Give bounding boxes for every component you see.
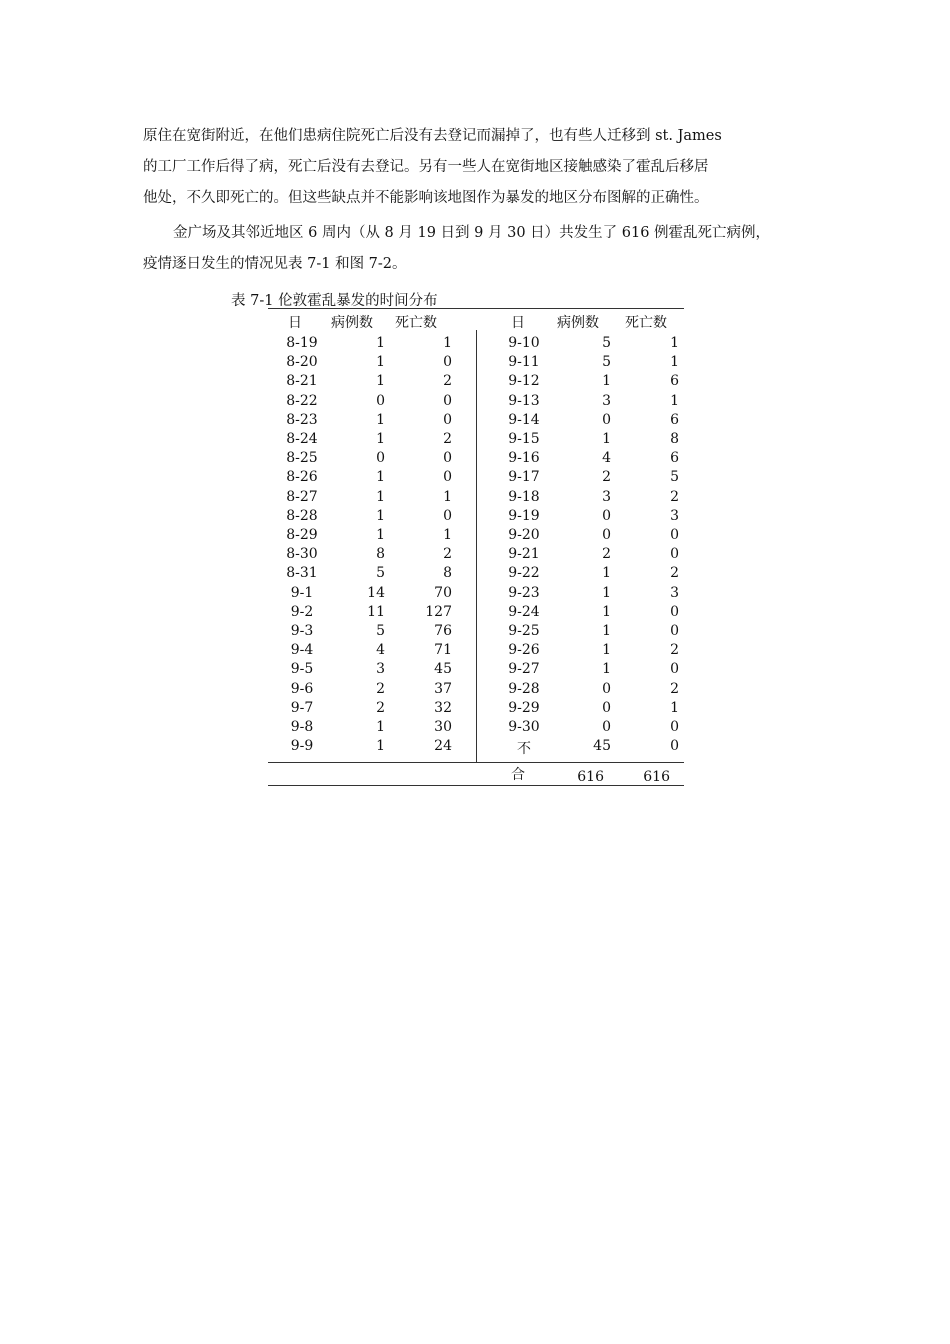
body-paragraph-2 bbox=[143, 218, 823, 280]
table-cell-deaths: 3 bbox=[670, 585, 679, 601]
cholera-table bbox=[268, 308, 684, 786]
table-cell-date: 8-24 bbox=[286, 431, 318, 447]
table-cell-deaths: 6 bbox=[670, 373, 679, 389]
table-cell-deaths: 45 bbox=[434, 661, 452, 677]
table-column-divider bbox=[476, 330, 477, 762]
table-cell-date: 9-13 bbox=[508, 393, 540, 409]
table-cell-deaths: 6 bbox=[670, 450, 679, 466]
total-deaths: 616 bbox=[643, 769, 670, 785]
table-cell-deaths: 0 bbox=[670, 661, 679, 677]
table-cell-deaths: 2 bbox=[670, 489, 679, 505]
table-cell-deaths: 0 bbox=[443, 450, 452, 466]
table-cell-date: 9-7 bbox=[290, 700, 314, 716]
table-cell-cases: 0 bbox=[602, 719, 611, 735]
table-cell-date: 9-5 bbox=[290, 661, 314, 677]
table-cell-cases: 1 bbox=[376, 719, 385, 735]
text-line: 原住在宽街附近，在他们患病住院死亡后没有去登记而漏掉了，也有些人迁移到 st. James bbox=[143, 128, 722, 144]
table-cell-deaths: 1 bbox=[443, 335, 452, 351]
table-cell-deaths: 2 bbox=[670, 642, 679, 658]
table-cell-deaths: 30 bbox=[434, 719, 452, 735]
table-cell-cases: 4 bbox=[602, 450, 611, 466]
table-cell-date: 9-29 bbox=[508, 700, 540, 716]
table-cell-date: 9-9 bbox=[290, 738, 314, 754]
table-cell-cases: 1 bbox=[602, 585, 611, 601]
table-cell-date: 不 bbox=[517, 741, 531, 757]
table-cell-deaths: 2 bbox=[670, 565, 679, 581]
header-deaths-left: 死亡数 bbox=[395, 315, 437, 331]
table-cell-cases: 2 bbox=[602, 469, 611, 485]
table-cell-cases: 4 bbox=[376, 642, 385, 658]
table-cell-deaths: 2 bbox=[443, 546, 452, 562]
table-cell-deaths: 0 bbox=[670, 623, 679, 639]
table-cell-cases: 2 bbox=[376, 681, 385, 697]
table-cell-date: 9-21 bbox=[508, 546, 540, 562]
table-cell-cases: 11 bbox=[367, 604, 385, 620]
table-cell-cases: 1 bbox=[602, 623, 611, 639]
table-cell-deaths: 1 bbox=[670, 335, 679, 351]
total-cases: 616 bbox=[577, 769, 604, 785]
text-line: 疫情逐日发生的情况见表 7-1 和图 7-2。 bbox=[143, 256, 407, 272]
table-cell-deaths: 8 bbox=[443, 565, 452, 581]
table-cell-deaths: 0 bbox=[670, 527, 679, 543]
table-cell-deaths: 0 bbox=[670, 546, 679, 562]
table-cell-cases: 5 bbox=[376, 565, 385, 581]
table-cell-date: 8-20 bbox=[286, 354, 318, 370]
table-cell-date: 9-25 bbox=[508, 623, 540, 639]
table-cell-deaths: 2 bbox=[443, 431, 452, 447]
table-cell-cases: 1 bbox=[602, 373, 611, 389]
table-cell-date: 9-1 bbox=[290, 585, 314, 601]
text-line: 的工厂工作后得了病，死亡后没有去登记。另有一些人在宽街地区接触感染了霍乱后移居 bbox=[143, 159, 709, 175]
table-cell-date: 8-21 bbox=[286, 373, 318, 389]
table-cell-deaths: 32 bbox=[434, 700, 452, 716]
table-cell-cases: 1 bbox=[376, 412, 385, 428]
table-cell-date: 9-12 bbox=[508, 373, 540, 389]
header-deaths-right: 死亡数 bbox=[625, 315, 667, 331]
table-cell-date: 9-4 bbox=[290, 642, 314, 658]
table-cell-date: 9-17 bbox=[508, 469, 540, 485]
table-cell-cases: 3 bbox=[602, 393, 611, 409]
table-cell-deaths: 1 bbox=[443, 489, 452, 505]
table-cell-deaths: 1 bbox=[670, 700, 679, 716]
table-cell-cases: 0 bbox=[602, 412, 611, 428]
table-cell-date: 9-8 bbox=[290, 719, 314, 735]
table-cell-deaths: 0 bbox=[443, 508, 452, 524]
table-cell-cases: 0 bbox=[602, 508, 611, 524]
table-cell-cases: 1 bbox=[376, 527, 385, 543]
table-cell-cases: 1 bbox=[602, 604, 611, 620]
table-cell-cases: 0 bbox=[602, 527, 611, 543]
table-cell-date: 9-16 bbox=[508, 450, 540, 466]
table-cell-cases: 0 bbox=[376, 450, 385, 466]
table-cell-date: 8-25 bbox=[286, 450, 318, 466]
table-cell-date: 8-19 bbox=[286, 335, 318, 351]
table-cell-date: 9-19 bbox=[508, 508, 540, 524]
table-cell-deaths: 8 bbox=[670, 431, 679, 447]
table-cell-deaths: 0 bbox=[443, 469, 452, 485]
table-cell-date: 8-30 bbox=[286, 546, 318, 562]
text-line: 他处，不久即死亡的。但这些缺点并不能影响该地图作为暴发的地区分布图解的正确性。 bbox=[143, 190, 709, 206]
table-cell-date: 9-18 bbox=[508, 489, 540, 505]
table-cell-date: 9-26 bbox=[508, 642, 540, 658]
table-cell-date: 9-23 bbox=[508, 585, 540, 601]
table-cell-cases: 14 bbox=[367, 585, 385, 601]
table-cell-cases: 1 bbox=[376, 508, 385, 524]
table-cell-date: 9-15 bbox=[508, 431, 540, 447]
table-cell-deaths: 0 bbox=[670, 738, 679, 754]
table-cell-deaths: 0 bbox=[443, 354, 452, 370]
table-cell-date: 8-31 bbox=[286, 565, 318, 581]
table-cell-cases: 1 bbox=[376, 489, 385, 505]
table-cell-cases: 1 bbox=[602, 431, 611, 447]
table-cell-date: 9-10 bbox=[508, 335, 540, 351]
table-caption: 表 7-1 伦敦霍乱暴发的时间分布 bbox=[231, 293, 438, 309]
table-cell-deaths: 0 bbox=[670, 719, 679, 735]
table-cell-date: 9-28 bbox=[508, 681, 540, 697]
table-cell-date: 9-22 bbox=[508, 565, 540, 581]
table-cell-cases: 8 bbox=[376, 546, 385, 562]
table-cell-deaths: 0 bbox=[670, 604, 679, 620]
table-cell-deaths: 0 bbox=[443, 412, 452, 428]
table-cell-cases: 3 bbox=[602, 489, 611, 505]
header-date-left: 日 bbox=[288, 315, 302, 331]
table-cell-cases: 5 bbox=[602, 335, 611, 351]
table-cell-cases: 5 bbox=[376, 623, 385, 639]
table-cell-deaths: 24 bbox=[434, 738, 452, 754]
table-cell-cases: 2 bbox=[602, 546, 611, 562]
table-cell-cases: 0 bbox=[602, 681, 611, 697]
table-cell-cases: 2 bbox=[376, 700, 385, 716]
table-cell-cases: 1 bbox=[602, 661, 611, 677]
table-cell-date: 8-27 bbox=[286, 489, 318, 505]
table-cell-date: 9-30 bbox=[508, 719, 540, 735]
table-cell-date: 9-11 bbox=[508, 354, 540, 370]
table-cell-deaths: 5 bbox=[670, 469, 679, 485]
table-cell-deaths: 1 bbox=[670, 354, 679, 370]
table-cell-cases: 45 bbox=[593, 738, 611, 754]
total-label: 合 bbox=[511, 767, 525, 783]
table-cell-deaths: 0 bbox=[443, 393, 452, 409]
table-cell-date: 8-29 bbox=[286, 527, 318, 543]
table-cell-date: 8-23 bbox=[286, 412, 318, 428]
header-cases-right: 病例数 bbox=[557, 315, 599, 331]
table-cell-deaths: 1 bbox=[443, 527, 452, 543]
table-cell-cases: 1 bbox=[376, 431, 385, 447]
table-cell-cases: 1 bbox=[602, 565, 611, 581]
table-cell-cases: 1 bbox=[376, 354, 385, 370]
table-cell-deaths: 70 bbox=[434, 585, 452, 601]
table-top-rule bbox=[268, 308, 684, 309]
table-cell-cases: 0 bbox=[602, 700, 611, 716]
table-cell-cases: 5 bbox=[602, 354, 611, 370]
table-cell-date: 8-28 bbox=[286, 508, 318, 524]
table-total-rule bbox=[268, 762, 684, 763]
table-cell-date: 8-26 bbox=[286, 469, 318, 485]
table-cell-deaths: 76 bbox=[434, 623, 452, 639]
table-cell-cases: 1 bbox=[376, 738, 385, 754]
table-cell-cases: 0 bbox=[376, 393, 385, 409]
table-cell-date: 9-20 bbox=[508, 527, 540, 543]
table-cell-date: 9-3 bbox=[290, 623, 314, 639]
table-cell-cases: 1 bbox=[602, 642, 611, 658]
table-cell-cases: 3 bbox=[376, 661, 385, 677]
table-cell-date: 8-22 bbox=[286, 393, 318, 409]
table-cell-date: 9-27 bbox=[508, 661, 540, 677]
table-cell-deaths: 37 bbox=[434, 681, 452, 697]
table-cell-date: 9-6 bbox=[290, 681, 314, 697]
table-bottom-rule bbox=[268, 785, 684, 786]
table-cell-date: 9-2 bbox=[290, 604, 314, 620]
table-cell-cases: 1 bbox=[376, 335, 385, 351]
table-cell-date: 9-24 bbox=[508, 604, 540, 620]
table-cell-deaths: 2 bbox=[670, 681, 679, 697]
table-cell-cases: 1 bbox=[376, 373, 385, 389]
table-cell-deaths: 3 bbox=[670, 508, 679, 524]
header-cases-left: 病例数 bbox=[331, 315, 373, 331]
table-cell-deaths: 2 bbox=[443, 373, 452, 389]
table-cell-deaths: 6 bbox=[670, 412, 679, 428]
table-cell-deaths: 1 bbox=[670, 393, 679, 409]
header-date-right: 日 bbox=[511, 315, 525, 331]
text-line: 金广场及其邻近地区 6 周内（从 8 月 19 日到 9 月 30 日）共发生了 616 例霍乱死亡病例， bbox=[173, 225, 771, 241]
body-paragraph-1 bbox=[143, 121, 823, 214]
table-cell-deaths: 71 bbox=[434, 642, 452, 658]
table-cell-deaths: 127 bbox=[425, 604, 452, 620]
table-cell-cases: 1 bbox=[376, 469, 385, 485]
table-cell-date: 9-14 bbox=[508, 412, 540, 428]
